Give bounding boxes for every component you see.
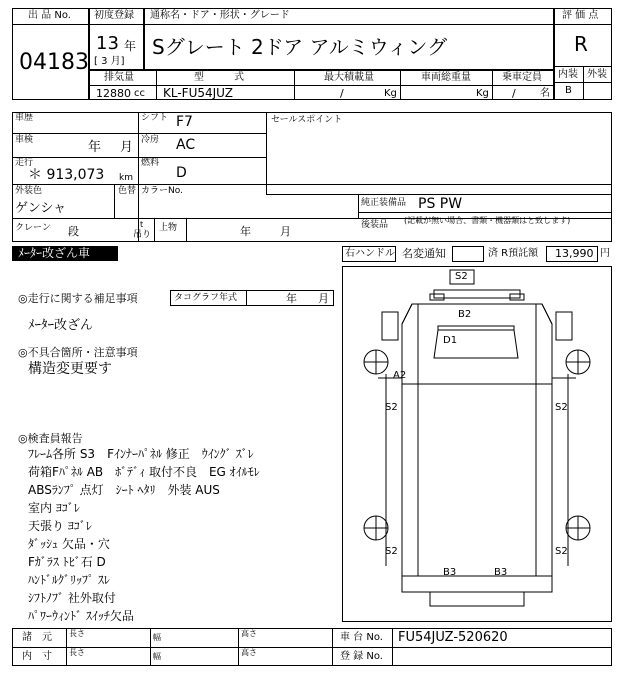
color-no-label: 色替 xyxy=(118,186,137,196)
displacement-unit: cc xyxy=(134,88,145,99)
shift-value: F7 xyxy=(176,114,193,130)
diagram-label-b3-left: B3 xyxy=(443,567,457,578)
capacity-value: / xyxy=(512,87,516,100)
aircon-label: 冷房 xyxy=(141,135,160,145)
cab-outline xyxy=(402,304,552,384)
tachograph-year: 年 xyxy=(286,292,297,305)
fuel-label: 燃料 xyxy=(141,158,160,168)
registration-label: 登 録 No. xyxy=(340,651,383,662)
diagram-label-b3-right: B3 xyxy=(494,567,508,578)
recycle-unit: 円 xyxy=(600,248,610,259)
interior-grade-label: 内装 xyxy=(558,69,578,80)
diagram-label-d1: D1 xyxy=(443,335,458,346)
recycle-label: 済 R預託額 xyxy=(488,248,539,259)
truck-diagram xyxy=(342,266,612,622)
color-code-label: カラーNo. xyxy=(141,186,183,196)
owner-change-label: 名変通知 xyxy=(402,247,446,260)
mounted-month: 月 xyxy=(280,225,291,238)
aircon-value: AC xyxy=(176,137,196,153)
gross-weight-label: 車両総重量 xyxy=(421,72,471,83)
diagram-label-a2: A2 xyxy=(393,370,407,381)
fuel-value: D xyxy=(176,165,187,181)
lot-label: 出 品 No. xyxy=(28,10,71,21)
tachograph-month: 月 xyxy=(318,292,329,305)
displacement-label: 排気量 xyxy=(104,72,134,83)
interior-length-label: 長さ xyxy=(69,648,85,657)
dims-length-label: 長さ xyxy=(69,629,85,638)
type-label: 型 式 xyxy=(194,72,244,83)
interior-dims-label: 内 寸 xyxy=(22,651,52,662)
genuine-equip-value: PS PW xyxy=(418,196,463,212)
defects-note: 構造変更要す xyxy=(28,361,112,377)
diagram-label-s2-left-mid: S2 xyxy=(385,402,398,413)
inspection-label: 車検 xyxy=(15,135,34,145)
inspector-line: ABSﾗﾝﾌﾟ 点灯 ｼｰﾄ ﾍﾀﾘ 外装 AUS xyxy=(28,483,220,497)
model-label: 通称名・ドア・形状・グレード xyxy=(150,10,290,21)
inspection-year: 年 xyxy=(88,140,102,155)
history-label: 車歴 xyxy=(15,113,34,123)
inspector-line: 天張り ﾖｺﾞﾚ xyxy=(28,519,92,533)
crane-label: クレーン xyxy=(15,223,51,233)
mounted-label: 上物 xyxy=(159,223,178,233)
first-reg-label: 初度登録 xyxy=(94,10,134,21)
inspector-label: ◎検査員報告 xyxy=(18,432,83,445)
ext-color-label: 外装色 xyxy=(15,186,43,196)
meter-tampered-badge: ﾒｰﾀｰ改ざん車 xyxy=(12,246,118,261)
chassis-value: FU54JUZ-520620 xyxy=(398,630,508,645)
dims-width-label: 幅 xyxy=(153,633,161,642)
inspector-line: 荷箱Fﾊﾟﾈﾙ AB ﾎﾞﾃﾞｨ 取付不良 EG ｵｲﾙﾓﾚ xyxy=(28,465,260,479)
driving-notes-label: ◎走行に関する補足事項 xyxy=(18,292,138,305)
dims-label: 諸 元 xyxy=(22,632,52,643)
interior-height-label: 高さ xyxy=(241,648,257,657)
max-load-unit: Kg xyxy=(384,88,397,99)
gross-weight-unit: Kg xyxy=(476,88,489,99)
displacement-value: 12880 xyxy=(96,87,131,100)
mileage-unit: km xyxy=(119,173,133,183)
mileage-label: 走行 xyxy=(15,158,34,168)
inspection-month: 月 xyxy=(120,140,134,155)
diagram-label-s2-right-mid: S2 xyxy=(555,402,568,413)
inspector-line: ﾀﾞｯｼｭ 欠品・穴 xyxy=(28,537,110,551)
capacity-unit: 名 xyxy=(540,88,550,99)
diagram-label-front: S2 xyxy=(455,271,468,282)
reg-month-value: [ 3 月] xyxy=(94,56,125,67)
mileage-value: ＊ 913,073 xyxy=(28,167,105,183)
interior-width-label: 幅 xyxy=(153,652,161,661)
tachograph-label: タコグラフ年式 xyxy=(174,293,238,303)
driving-note: ﾒｰﾀｰ改ざん xyxy=(28,318,94,333)
aftermarket-note: (記載が無い場合、書類・機器類はと致します) xyxy=(404,216,571,225)
grade-label: 評 価 点 xyxy=(562,10,599,21)
crane-ton: t xyxy=(140,220,144,229)
interior-grade-value: B xyxy=(565,85,572,96)
mounted-year: 年 xyxy=(240,225,251,238)
ext-color-value: ゲンシャ xyxy=(15,201,67,216)
diagram-label-s2-left-rear: S2 xyxy=(385,546,398,557)
capacity-label: 乗車定員 xyxy=(502,72,542,83)
diagram-label-b2: B2 xyxy=(458,309,472,320)
reg-year-unit: 年 xyxy=(124,39,137,53)
diagram-label-s2-right-rear: S2 xyxy=(555,546,568,557)
inspector-line: 室内 ﾖｺﾞﾚ xyxy=(28,501,80,515)
lot-number: 04183 xyxy=(19,50,89,75)
exterior-grade-label: 外装 xyxy=(587,69,607,80)
front-bumper xyxy=(434,290,520,298)
inspector-line: ﾌﾚｰﾑ各所 S3 Fｲﾝﾅｰﾊﾟﾈﾙ 修正 ｳｲﾝｸﾞ ｽﾞﾚ xyxy=(28,447,254,461)
inspector-line: ﾊﾝﾄﾞﾙｸﾞﾘｯﾌﾟ ｽﾚ xyxy=(28,573,110,587)
max-load-value: / xyxy=(340,87,344,100)
crane-lift: 吊り xyxy=(133,230,152,240)
crane-stage: 段 xyxy=(68,225,79,238)
selling-points-label: セールスポイント xyxy=(271,115,343,125)
max-load-label: 最大積載量 xyxy=(324,72,374,83)
inspector-line: Fｶﾞﾗｽ ﾄﾋﾞ石 D xyxy=(28,555,106,569)
reg-year-value: 13 xyxy=(96,33,119,54)
right-handle-label: 右ハンドル xyxy=(345,248,395,259)
type-value: KL-FU54JUZ xyxy=(163,86,233,100)
dims-height-label: 高さ xyxy=(241,629,257,638)
aftermarket-label: 後装品 xyxy=(361,220,389,230)
recycle-value: 13,990 xyxy=(555,247,594,260)
grade-value: R xyxy=(574,32,588,56)
body-outline xyxy=(402,384,552,576)
inspector-line: ｼﾌﾄﾉﾌﾞ 社外取付 xyxy=(28,591,116,605)
inspector-line: ﾊﾟﾜｰｳｨﾝﾄﾞ ｽｲｯﾁ欠品 xyxy=(28,609,134,623)
model-name: Sグレート 2ドア アルミウィング xyxy=(152,35,448,59)
shift-label: シフト xyxy=(141,113,169,123)
defects-label: ◎不具合箇所・注意事項 xyxy=(18,346,138,359)
chassis-label: 車 台 No. xyxy=(340,632,383,643)
owner-change-box xyxy=(452,246,484,262)
genuine-equip-label: 純正装備品 xyxy=(361,198,407,208)
